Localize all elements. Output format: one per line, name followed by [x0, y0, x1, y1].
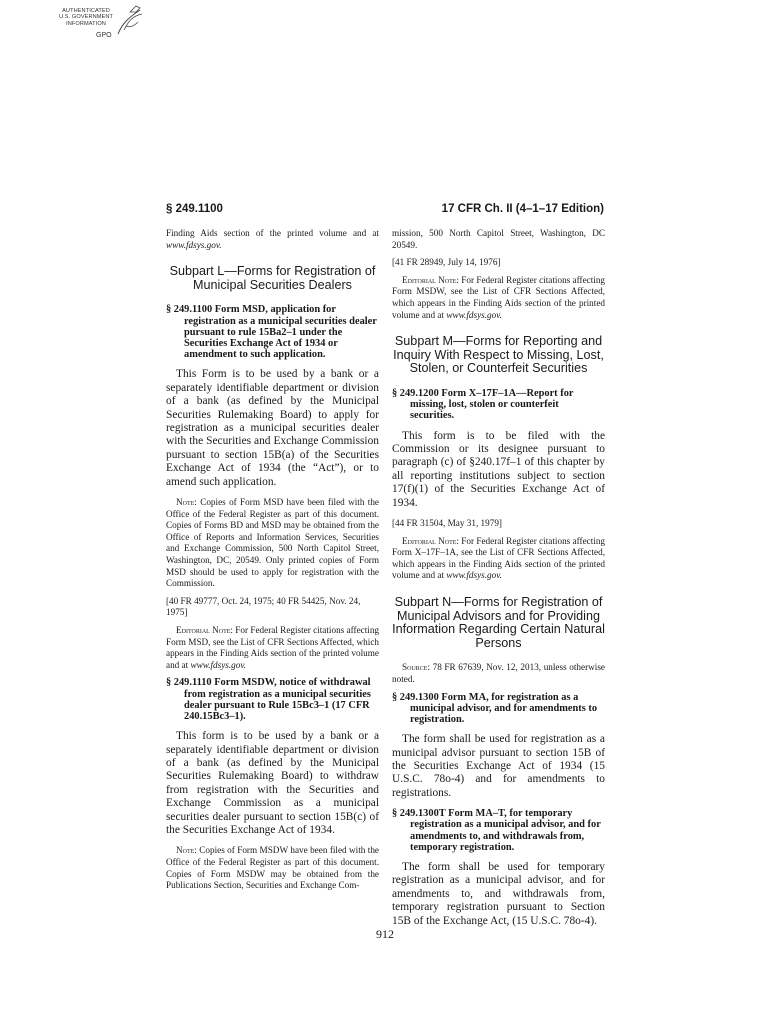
section-249-1100-body: This Form is to be used by a bank or a separately identifiable department or division of a bank (as defined by the Municipal Securities Rulemaking Board) to apply for registration as a municipal securities dealer with the Securities and Exchange Commission pursuant to section 15B(a) of the Securities Exchange Act of 1934 (the “Act”), or to amend such application.	[166, 368, 379, 488]
section-249-1100-heading: § 249.1100 Form MSD, application for registration as a municipal securities dealer pursuant to rule 15Ba2–1 under the Securities Exchange Act of 1934 or amendment to such application.	[166, 304, 377, 361]
section-249-1110-note: Note: Copies of Form MSDW have been filed with the Office of the Federal Register as part of this document. Copies of Form MSDW may be obtained from the Publications Section, Securities and Exchange Com-	[166, 845, 380, 891]
seal-caption	[56, 8, 116, 27]
fdsys-link: www.fdsys.gov.	[166, 239, 222, 250]
section-249-1200-citation: [44 FR 31504, May 31, 1979]	[392, 517, 502, 528]
right-column	[392, 228, 605, 936]
section-249-1110-heading: § 249.1110 Form MSDW, notice of withdrawal from registration as a municipal securities dealer pursuant to Rule 15Bc3–1 (17 CFR 240.15Bc3–1).	[166, 677, 371, 722]
eagle-icon	[114, 4, 144, 38]
fdsys-link: www.fdsys.gov.	[446, 570, 502, 581]
section-249-1300-heading: § 249.1300 Form MA, for registration as a municipal advisor, and for amendments to registration.	[392, 691, 598, 725]
continuation-text: Finding Aids section of the printed volume and at www.fdsys.gov.	[166, 228, 379, 250]
source-label: Source:	[402, 662, 430, 673]
editorial-note-label: Editorial Note:	[402, 274, 459, 285]
section-249-1200-editorial-note: Editorial Note: For Federal Register citations affecting Form X–17F–1A, see the List of CFR Sections Affected, which appears in the Finding Aids section of the printed volume and at www.fdsys.gov.	[392, 535, 606, 581]
editorial-note-label: Editorial Note:	[402, 535, 459, 546]
section-249-1100-citation: [40 FR 49777, Oct. 24, 1975; 40 FR 54425, Nov. 24, 1975]	[166, 595, 361, 618]
seal-line-1: AUTHENTICATED	[62, 8, 110, 14]
continuation-text: mission, 500 North Capitol Street, Washington, DC 20549.	[392, 228, 605, 250]
section-249-1300t-heading: § 249.1300T Form MA–T, for temporary registration as a municipal advisor, and for amendments to, and withdrawals from, temporary registration.	[392, 808, 601, 853]
section-249-1100-note: Note: Copies of Form MSD have been filed with the Office of the Federal Register as part of this document. Copies of Forms BD and MSD may be obtained from the Office of Reports and Information Services, Securities and Exchange Commission, 500 North Capitol Street, Washington, DC, 20549. Only printed copies of Form MSD should be used to apply for registration with the Commission.	[166, 497, 379, 589]
section-249-1300-body: The form shall be used for registration as a municipal advisor pursuant to section 15B of the Securities Exchange Act of 1934 (15 U.S.C. 78o-4) and for amendments to registrations.	[392, 733, 605, 799]
running-head	[166, 203, 604, 219]
title-edition: 17 CFR Ch. II (4–1–17 Edition)	[441, 203, 604, 215]
subpart-m-heading: Subpart M—Forms for Reporting and Inquiry With Respect to Missing, Lost, Stolen, or Counterfeit Securities	[393, 334, 604, 376]
subpart-n-source: Source: 78 FR 67639, Nov. 12, 2013, unless otherwise noted.	[392, 662, 606, 684]
note-label: Note:	[176, 845, 197, 856]
subpart-n-heading: Subpart N—Forms for Registration of Municipal Advisors and for Providing Information Regarding Certain Natural Persons	[392, 594, 605, 650]
section-249-1110-editorial-note: Editorial Note: For Federal Register citations affecting Form MSDW, see the List of CFR Sections Affected, which appears in the Finding Aids section of the printed volume and at www.fdsys.gov.	[392, 274, 606, 320]
fdsys-link: www.fdsys.gov.	[190, 659, 247, 670]
authentication-seal	[56, 4, 142, 44]
section-reference: § 249.1100	[166, 203, 223, 215]
section-249-1110-body: This form is to be used by a bank or a separately identifiable department or division of a bank (as defined by the Municipal Securities Rulemaking Board) to withdraw from registration with the Securities and Exchange Commission as a municipal securities dealer pursuant to section 15B(c) of the Securities Exchange Act of 1934.	[166, 730, 379, 837]
section-249-1100-editorial-note: Editorial Note: For Federal Register citations affecting Form MSD, see the List of CFR Sections Affected, which appears in the Finding Aids section of the printed volume and at www.fdsys.gov.	[166, 624, 380, 670]
subpart-l-heading: Subpart L—Forms for Registration of Municipal Securities Dealers	[169, 264, 376, 292]
section-249-1110-citation: [41 FR 28949, July 14, 1976]	[392, 257, 501, 268]
note-label: Note:	[176, 497, 197, 508]
seal-line-3: INFORMATION	[66, 20, 106, 27]
seal-line-2: U.S. GOVERNMENT	[58, 14, 114, 21]
fdsys-link: www.fdsys.gov.	[446, 309, 502, 320]
section-249-1200-heading: § 249.1200 Form X–17F–1A—Report for missing, lost, stolen or counterfeit securities.	[392, 387, 574, 422]
section-249-1300t-body: The form shall be used for temporary registration as a municipal advisor, and for amendments to, and withdrawals from, temporary registration pursuant to Section 15B of the Exchange Act, (15 U.S.C. 78o-4).	[392, 860, 605, 927]
section-249-1200-body: This form is to be filed with the Commission or its designee pursuant to paragraph (c) of §240.17f–1 of this chapter by all reporting institutions subject to section 17(f)(1) of the Securities Exchange Act of 1934.	[392, 429, 605, 509]
editorial-note-label: Editorial Note:	[176, 624, 233, 635]
left-column	[166, 228, 379, 898]
seal-gpo-label: GPO	[96, 32, 112, 39]
page-number: 912	[376, 927, 394, 941]
